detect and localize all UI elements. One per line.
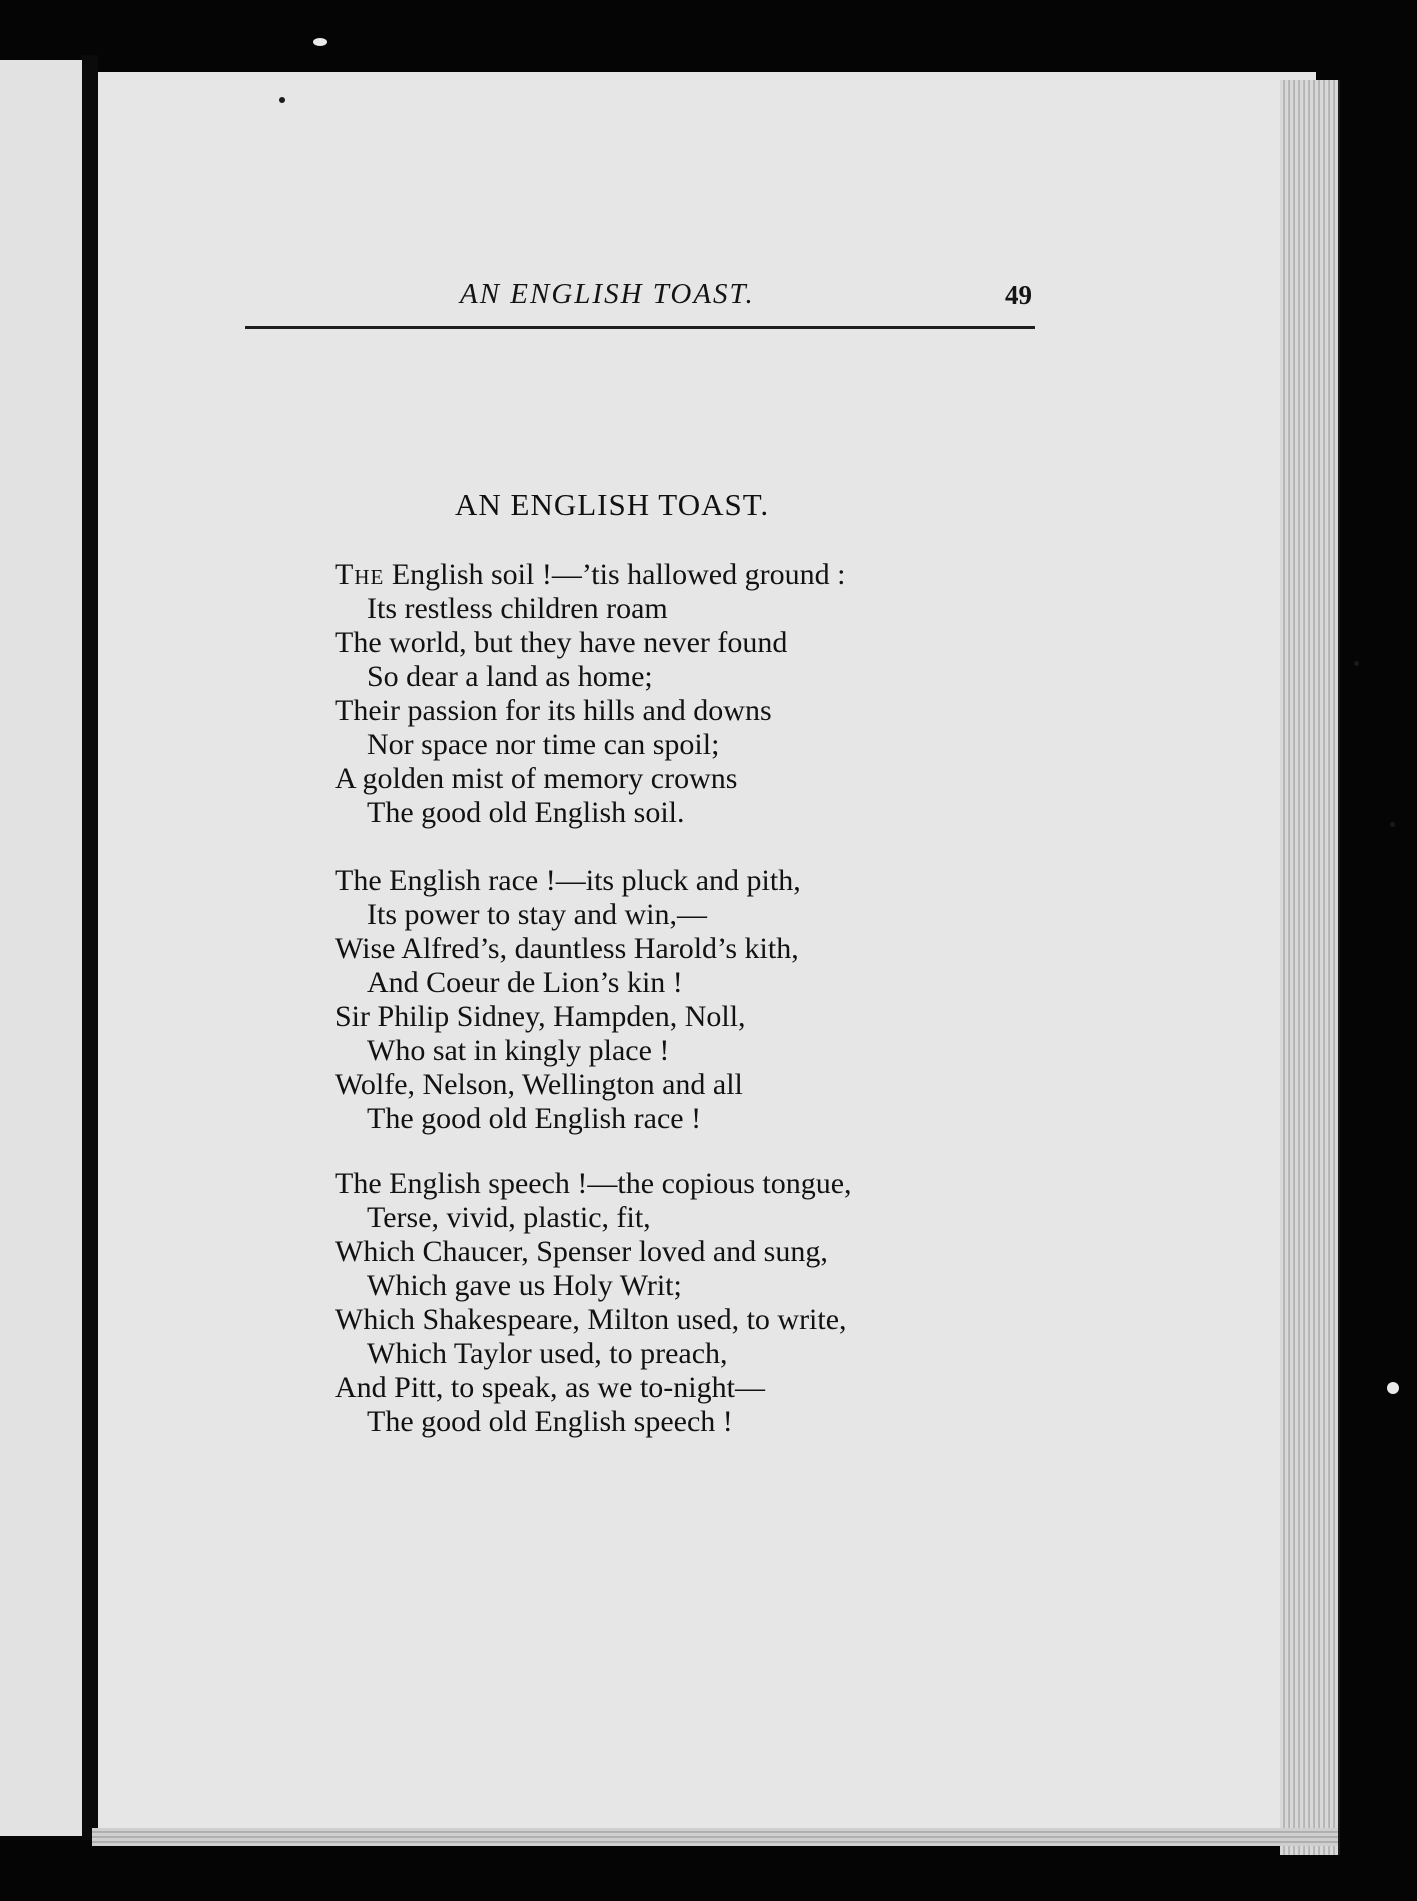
page-edges [1280,80,1340,1855]
poem-line: Nor space nor time can spoil; [367,728,720,761]
scan-speck-light [1387,1382,1399,1394]
running-header [245,278,1035,328]
poem-line-text: English soil !—’tis hallowed ground : [384,558,846,591]
poem-line: Which Shakespeare, Milton used, to write, [335,1303,847,1336]
poem-line: The world, but they have never found [335,626,788,659]
page-bottom-edge [92,1828,1338,1846]
header-rule [245,326,1035,329]
poem-line: Terse, vivid, plastic, fit, [367,1201,651,1234]
running-header-title: AN ENGLISH TOAST. [460,278,755,310]
poem-line: The English speech !—the copious tongue, [335,1167,852,1200]
poem-line: Their passion for its hills and downs [335,694,772,727]
poem-line: Wise Alfred’s, dauntless Harold’s kith, [335,932,799,965]
scan-speck [1390,822,1395,827]
poem-line: And Coeur de Lion’s kin ! [367,966,683,999]
poem-line: Sir Philip Sidney, Hampden, Noll, [335,1000,746,1033]
poem-title: AN ENGLISH TOAST. [455,487,770,522]
poem-line: A golden mist of memory crowns [335,762,738,795]
poem-line: Which Chaucer, Spenser loved and sung, [335,1235,828,1268]
left-facing-page [0,60,82,1836]
poem-line: The good old English speech ! [367,1405,733,1438]
scan-speck [1354,661,1359,666]
poem-line [335,558,985,592]
page-number: 49 [1005,280,1032,310]
poem-line: The English race !—its pluck and pith, [335,864,801,897]
poem-line: The good old English race ! [367,1102,702,1135]
poem-line: Its restless children roam [367,592,668,625]
poem-line: Which gave us Holy Writ; [367,1269,682,1302]
poem-line: Wolfe, Nelson, Wellington and all [335,1068,743,1101]
book-gutter [82,55,98,1840]
poem-line: And Pitt, to speak, as we to-night— [335,1371,765,1404]
poem-line: Who sat in kingly place ! [367,1034,670,1067]
stanza-2 [335,864,985,1136]
poem-line: So dear a land as home; [367,660,653,693]
stanza-1 [335,558,985,830]
stanza-3 [335,1167,985,1439]
poem-line: Which Taylor used, to preach, [367,1337,728,1370]
scan-speck [279,97,285,103]
drop-word: The [335,558,385,591]
poem-line: Its power to stay and win,— [367,898,707,931]
poem-line: The good old English soil. [367,796,685,829]
scan-speck-light [313,38,327,46]
